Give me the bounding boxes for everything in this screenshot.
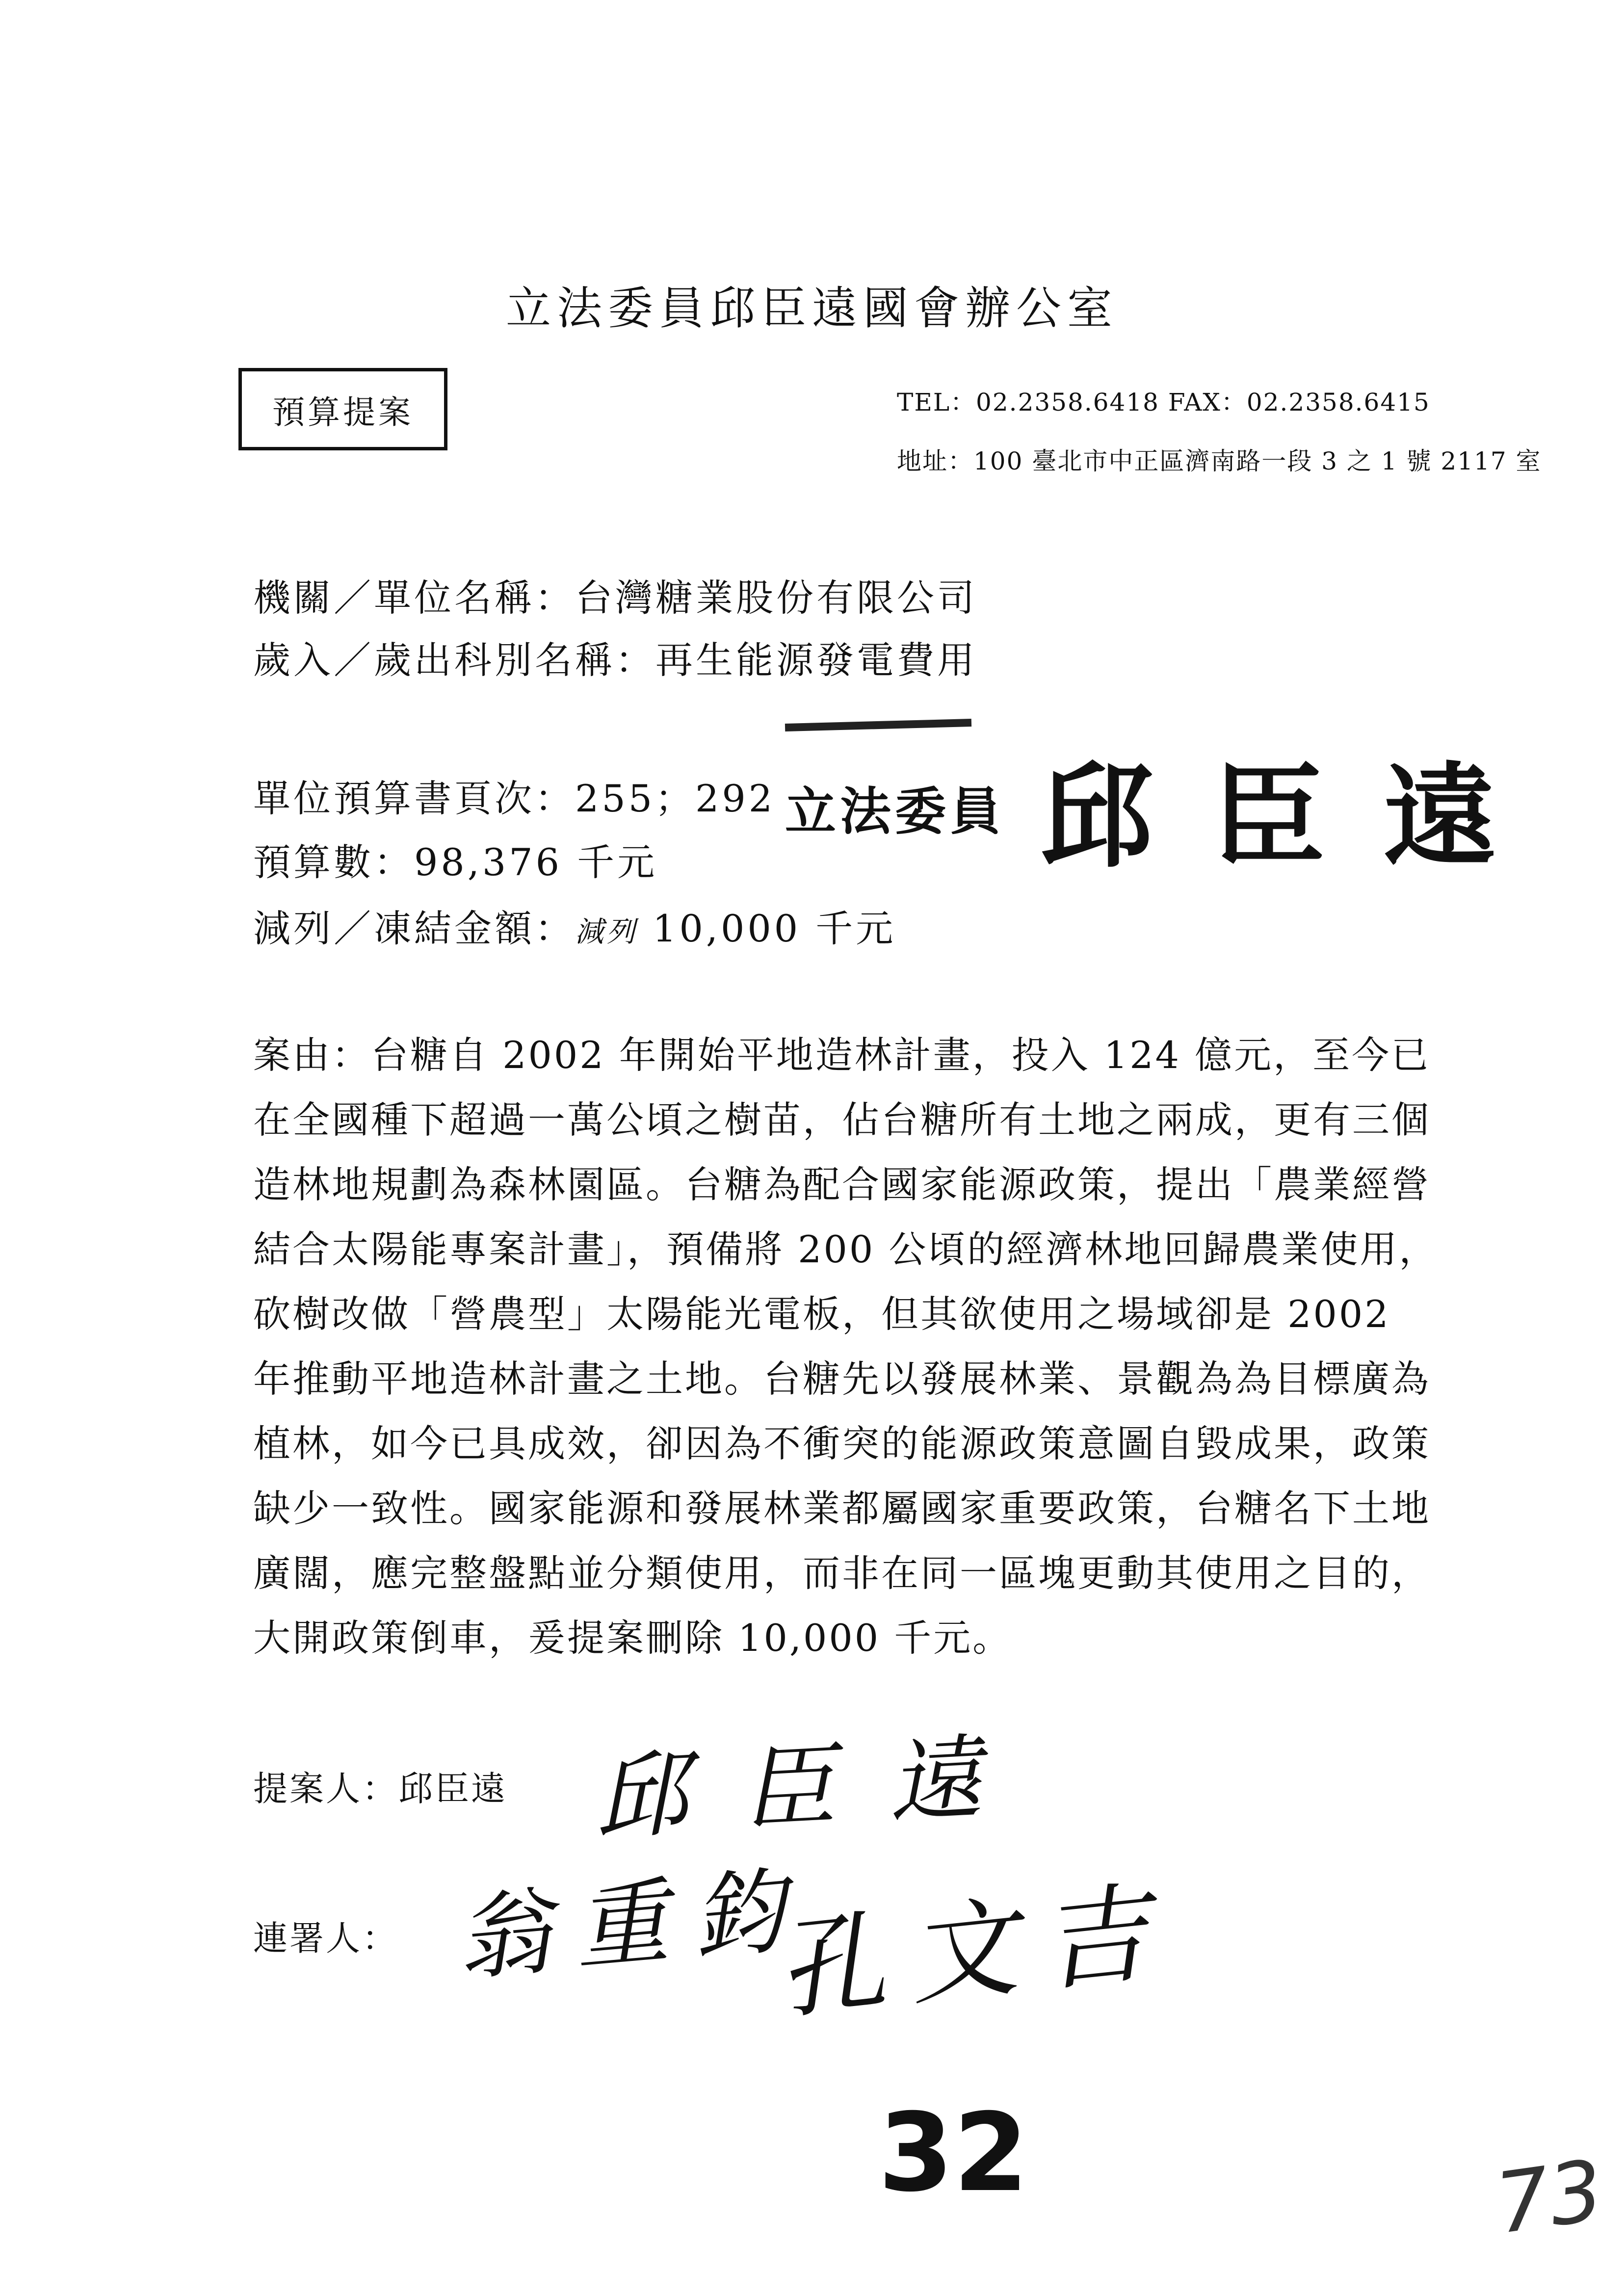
reason-text: 案由：台糖自 2002 年開始平地造林計畫，投入 124 億元，至今已在全國種下超過一萬公頃之樹苗，佔台糖所有土地之兩成，更有三個造林地規劃為森林園區。台糖為配合國家能源政策，提出「農業經營結合太陽能專案計畫」，預備將 200 公頃的經濟林地回歸農業使用，砍樹改做「營農型」太陽能光電板，但其欲使用之場域卻是 2002 年推動平地造林計畫之土地。台糖先以發展林業、景觀為為目標廣為植林，如今已具成效，卻因為不衝突的能源政策意圖自毀成果，政策缺少一致性。國家能源和發展林業都屬國家重要政策，台糖名下土地廣闊，應完整盤點並分類使用，而非在同一區塊更動其使用之目的，大開政策倒車，爰提案刪除 10,000 千元。 — [253, 1033, 1439, 1660]
cut-amount-field — [253, 899, 896, 952]
budget-page-field: 單位預算書頁次：255；292 — [253, 777, 776, 820]
stamp-ink-bar — [785, 719, 971, 731]
agency-field: 機關／單位名稱：台灣糖業股份有限公司 — [253, 576, 977, 620]
cut-handwritten-note: 減列 — [575, 915, 638, 948]
cut-amount-label: 減列／凍結金額： — [253, 907, 575, 950]
proposer-signature: 邱臣遠 — [591, 1721, 1039, 1853]
proposer-label: 提案人：邱臣遠 — [253, 1769, 507, 1809]
folio-number: 73 — [1490, 2141, 1609, 2253]
page-number: 32 — [878, 2090, 1029, 2216]
contact-line: TEL：02.2358.6418 FAX：02.2358.6415 — [897, 388, 1430, 417]
badge-label: 預算提案 — [272, 393, 414, 431]
proposal-reason — [253, 1023, 1441, 1670]
address-line: 地址：100 臺北市中正區濟南路一段 3 之 1 號 2117 室 — [897, 447, 1542, 475]
legislator-stamp — [785, 721, 1555, 883]
budget-amount-field: 預算數：98,376 千元 — [253, 840, 658, 884]
stamp-signature: 邱臣遠 — [1040, 751, 1555, 883]
office-title: 立法委員邱臣遠國會辦公室 — [505, 282, 1118, 335]
budget-proposal-badge — [238, 368, 447, 450]
cosigner-signature-1: 翁重鈞 — [453, 1854, 814, 1994]
budget-item-field: 歲入／歲出科別名稱：再生能源發電費用 — [253, 638, 977, 682]
cosigner-signature-2: 孔文吉 — [770, 1868, 1179, 2035]
cut-amount-value: 10,000 千元 — [638, 907, 896, 950]
cosigner-label: 連署人： — [253, 1918, 398, 1958]
stamp-title: 立法委員 — [785, 781, 1005, 841]
